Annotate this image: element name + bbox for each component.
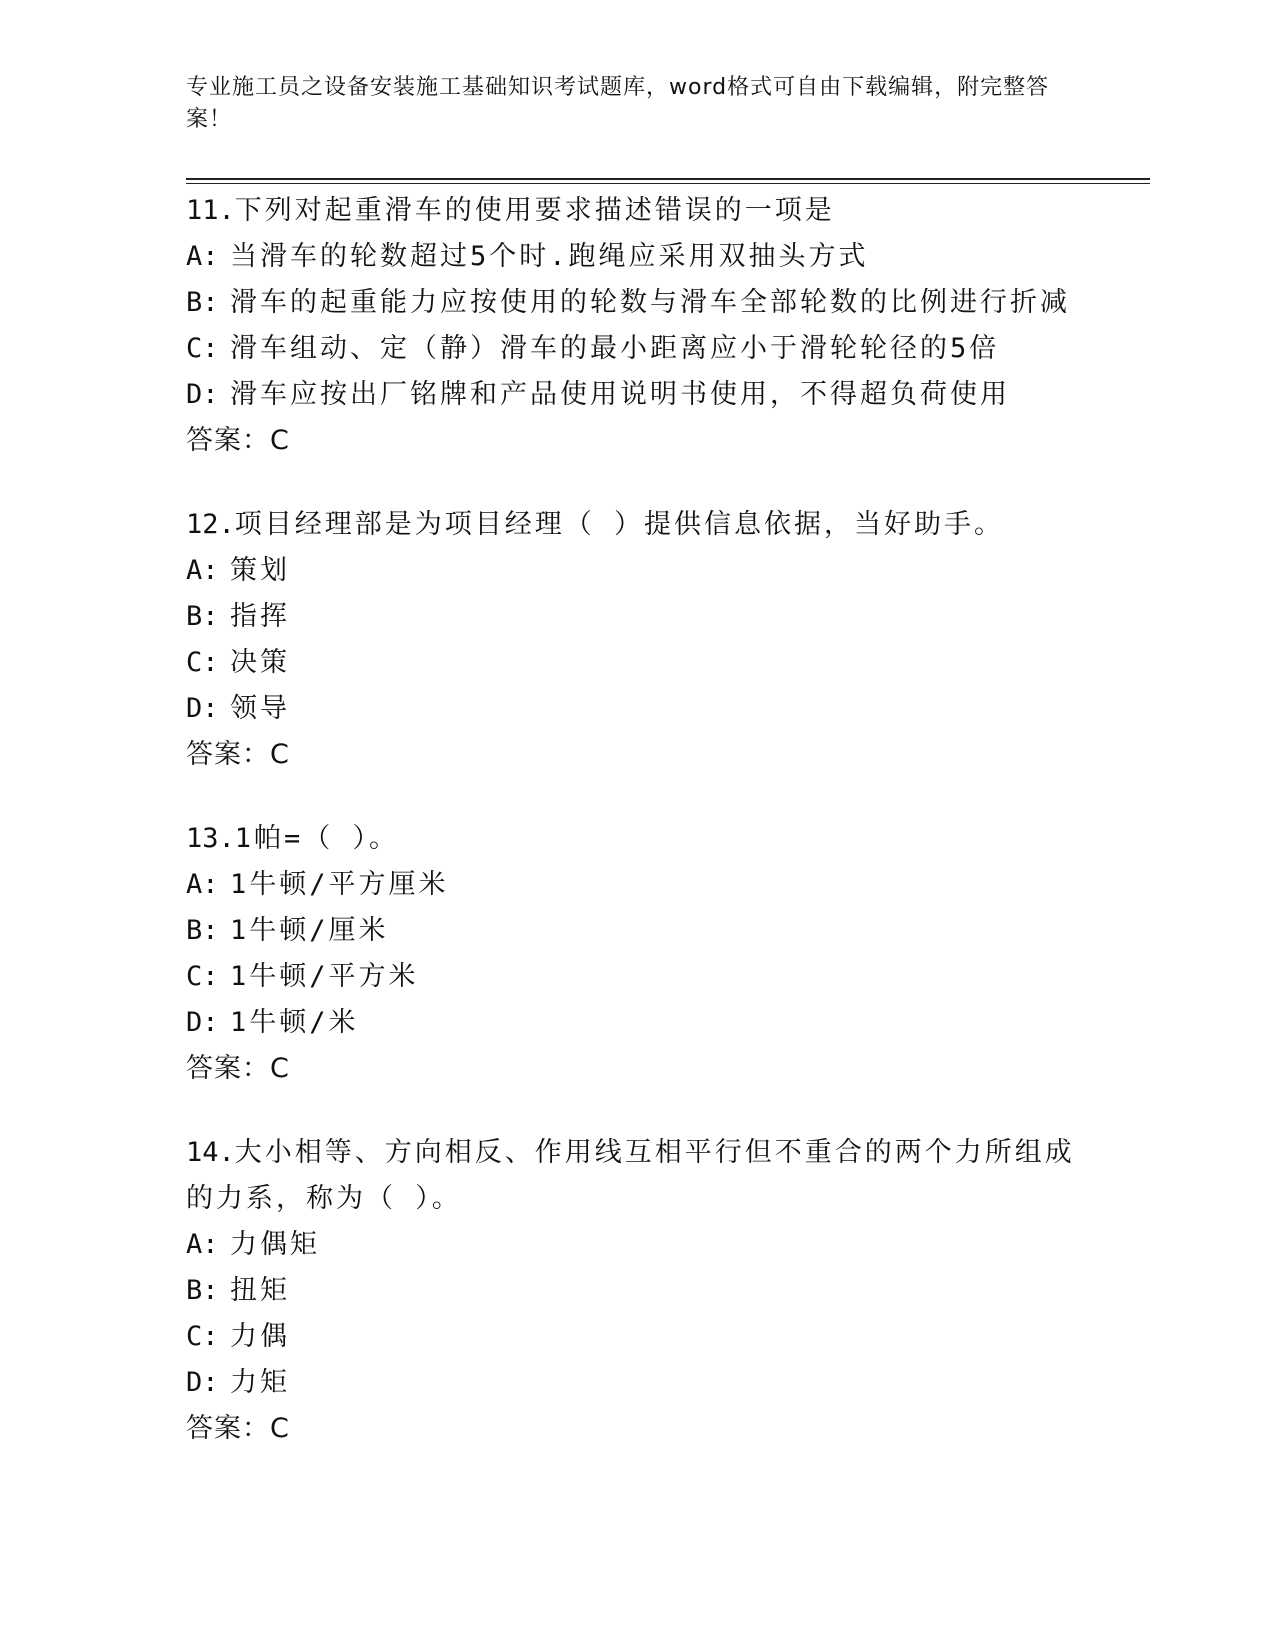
- answer-line: 答案：C: [186, 1053, 290, 1084]
- option-text: 当滑车的轮数超过5个时.跑绳应采用双抽头方式: [230, 241, 869, 272]
- option-label: A:: [186, 241, 219, 272]
- question-number: 13.: [186, 823, 235, 854]
- option-a: [186, 862, 1086, 908]
- option-c: [186, 326, 1086, 372]
- option-text: 决策: [230, 647, 290, 678]
- option-text: 滑车应按出厂铭牌和产品使用说明书使用，不得超负荷使用: [230, 379, 1010, 410]
- option-d: [186, 1000, 1086, 1046]
- question-number: 14.: [186, 1137, 235, 1168]
- answer-line: 答案：C: [186, 425, 290, 456]
- option-label: C:: [186, 1321, 219, 1352]
- option-label: A:: [186, 555, 219, 586]
- question-stem: [186, 188, 1086, 234]
- option-c: [186, 954, 1086, 1000]
- option-label: D:: [186, 379, 219, 410]
- option-text: 策划: [230, 555, 290, 586]
- option-b: [186, 594, 1086, 640]
- option-text: 滑车的起重能力应按使用的轮数与滑车全部轮数的比例进行折减: [230, 287, 1070, 318]
- question-text: 1帕=（ ）。: [234, 823, 400, 854]
- question-13: [186, 816, 1086, 1092]
- question-stem: [186, 1130, 1086, 1222]
- option-d: [186, 372, 1086, 418]
- option-label: D:: [186, 1367, 219, 1398]
- question-number: 11.: [186, 195, 235, 226]
- option-label: B:: [186, 915, 219, 946]
- option-text: 1牛顿/厘米: [230, 915, 389, 946]
- option-label: C:: [186, 333, 219, 364]
- option-b: [186, 908, 1086, 954]
- option-text: 力矩: [230, 1367, 290, 1398]
- option-a: [186, 1222, 1086, 1268]
- option-label: B:: [186, 287, 219, 318]
- header-divider-thin: [186, 183, 1150, 184]
- option-text: 扭矩: [230, 1275, 290, 1306]
- question-11: [186, 188, 1086, 464]
- question-14: [186, 1130, 1086, 1452]
- question-number: 12.: [186, 509, 235, 540]
- option-label: D:: [186, 693, 219, 724]
- option-text: 1牛顿/平方米: [230, 961, 419, 992]
- option-a: [186, 234, 1086, 280]
- option-label: B:: [186, 1275, 219, 1306]
- document-header: 专业施工员之设备安装施工基础知识考试题库，word格式可自由下载编辑，附完整答案！: [186, 75, 1050, 132]
- option-b: [186, 280, 1086, 326]
- question-stem: [186, 502, 1086, 548]
- option-text: 1牛顿/米: [230, 1007, 359, 1038]
- question-list: [186, 188, 1086, 1490]
- option-text: 1牛顿/平方厘米: [230, 869, 449, 900]
- option-b: [186, 1268, 1086, 1314]
- option-d: [186, 1360, 1086, 1406]
- option-text: 滑车组动、定（静）滑车的最小距离应小于滑轮轮径的5倍: [230, 333, 1000, 364]
- option-text: 力偶: [230, 1321, 290, 1352]
- header-divider-thick: [186, 178, 1150, 180]
- option-c: [186, 1314, 1086, 1360]
- option-label: D:: [186, 1007, 219, 1038]
- question-text: 项目经理部是为项目经理（ ）提供信息依据，当好助手。: [234, 509, 1005, 540]
- option-label: C:: [186, 961, 219, 992]
- question-text: 大小相等、方向相反、作用线互相平行但不重合的两个力所组成的力系，称为（ ）。: [186, 1137, 1075, 1214]
- answer-line: 答案：C: [186, 739, 290, 770]
- question-12: [186, 502, 1086, 778]
- option-text: 指挥: [230, 601, 290, 632]
- option-d: [186, 686, 1086, 732]
- answer-line: 答案：C: [186, 1413, 290, 1444]
- option-text: 领导: [230, 693, 290, 724]
- option-c: [186, 640, 1086, 686]
- option-text: 力偶矩: [230, 1229, 320, 1260]
- option-label: B:: [186, 601, 219, 632]
- option-label: A:: [186, 869, 219, 900]
- question-stem: [186, 816, 1086, 862]
- option-label: A:: [186, 1229, 219, 1260]
- option-label: C:: [186, 647, 219, 678]
- option-a: [186, 548, 1086, 594]
- question-text: 下列对起重滑车的使用要求描述错误的一项是: [234, 195, 835, 226]
